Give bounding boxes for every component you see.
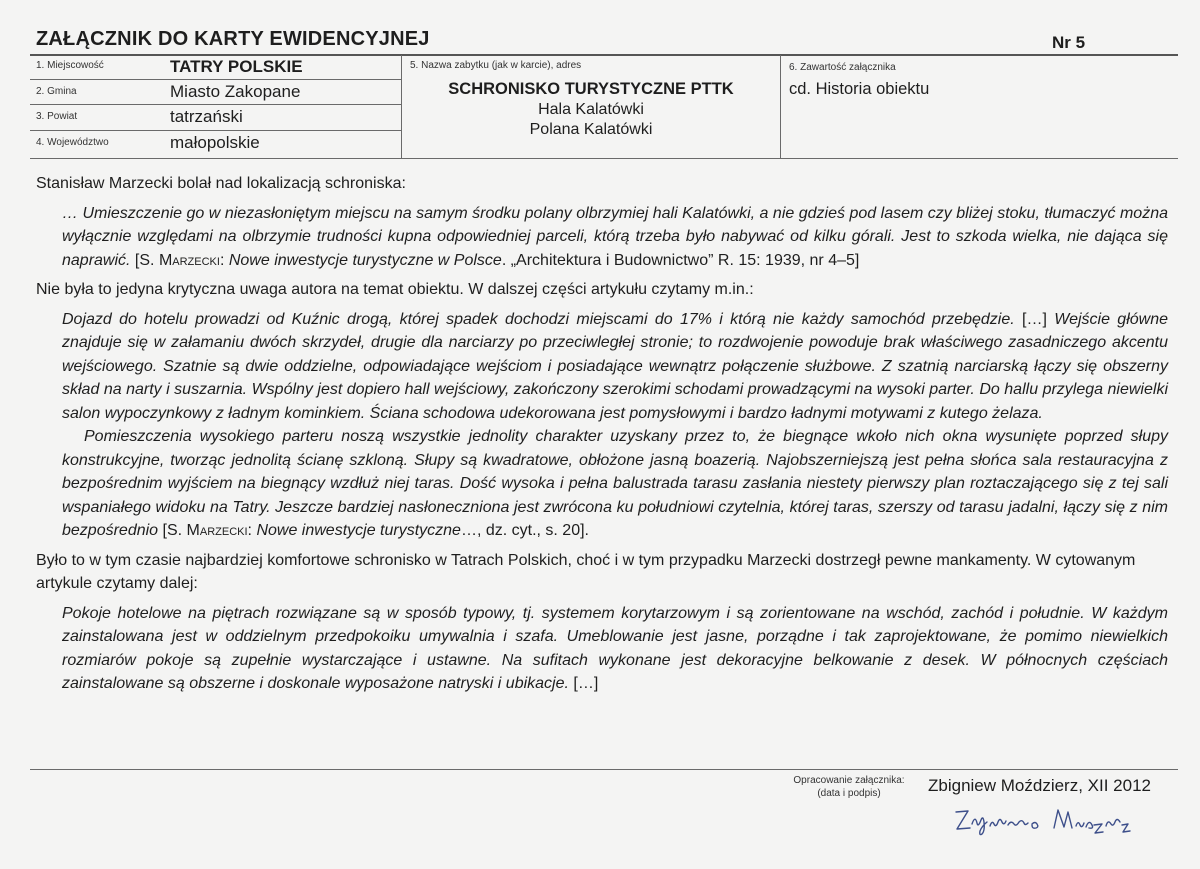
quote-1-ref-close: . „Architektura i Budownictwo” R. 15: 1939, nr 4–5]	[501, 251, 860, 269]
header-bottom-border	[30, 158, 1178, 159]
footer-label-line2: (data i podpis)	[817, 788, 881, 799]
quote-2-ellipsis: […]	[1014, 310, 1055, 328]
document-body	[36, 172, 1168, 696]
row-divider-1	[30, 79, 401, 80]
quote-4	[36, 602, 1168, 696]
quote-4-text: Pokoje hotelowe na piętrach rozwiązane są w sposób typowy, tj. systemem korytarzowym i są zorientowane na wschód, zachód i południe. W każdym zainstalowana jest w oddzielnym przedpokoiku umywalnia i szafa. Umeblowanie jest jasne, porządne i tak zaprojektowane, że pomimo niewielkich rozmiarów pokoje są zupełnie wystarczające i ustawne. Na sufitach wykonane jest dekoracyjne belkowanie z desek. W północnych częściach zainstalowane są obszerne i doskonale wyposażone natryski i ubikacje.	[62, 604, 1168, 692]
footer-label-line1: Opracowanie załącznika:	[793, 775, 905, 786]
attachment-number: Nr 5	[1052, 33, 1086, 52]
quote-3-ref-close: …, dz. cyt., s. 20].	[460, 522, 589, 539]
field-value-powiat: tatrzański	[170, 107, 243, 126]
address-line-2: Polana Kalatówki	[529, 121, 653, 138]
field-label-wojewodztwo: 4. Województwo	[36, 137, 109, 148]
quote-2-text-a: Dojazd do hotelu prowadzi od Kuźnic drogą, której spadek dochodzi miejscami do 17% i którą nie każdy samochód przebędzie.	[62, 310, 1015, 328]
field-label-gmina: 2. Gmina	[36, 86, 77, 97]
quote-1	[36, 202, 1168, 273]
field-label-zawartosc: 6. Zawartość załącznika	[789, 62, 896, 73]
quote-2	[36, 308, 1168, 426]
footer-label	[780, 774, 918, 800]
quote-3	[36, 425, 1168, 543]
column-divider-2	[780, 55, 781, 159]
footer-author-date: Zbigniew Moździerz, XII 2012	[928, 776, 1151, 795]
quote-4-ellipsis: […]	[568, 675, 599, 692]
quote-3-ref-title: Nowe inwestycje turystyczne	[256, 522, 461, 539]
document-title: ZAŁĄCZNIK DO KARTY EWIDENCYJNEJ	[36, 28, 430, 50]
row-divider-2	[30, 104, 401, 105]
footer-divider	[30, 769, 1178, 770]
row-divider-3	[30, 130, 401, 131]
field-value-miejscowosc: TATRY POLSKIE	[170, 57, 303, 76]
quote-1-ref-title: Nowe inwestycje turystyczne w Polsce	[228, 251, 502, 269]
header-top-border	[30, 54, 1178, 56]
field-value-gmina: Miasto Zakopane	[170, 82, 301, 101]
quote-1-ref-open: [S.	[130, 251, 159, 269]
address-line-1: Hala Kalatówki	[538, 101, 644, 118]
field-value-zawartosc: cd. Historia obiektu	[789, 80, 930, 98]
handwritten-signature	[952, 802, 1142, 838]
field-label-nazwa: 5. Nazwa zabytku (jak w karcie), adres	[410, 60, 582, 71]
field-value-wojewodztwo: małopolskie	[170, 133, 260, 152]
quote-1-ref-sep: :	[219, 251, 229, 269]
paragraph-3: Było to w tym czasie najbardziej komfortowe schronisko w Tatrach Polskich, choć i w tym przypadku Marzecki dostrzegł pewne mankamenty. W cytowanym artykule czytamy dalej:	[36, 551, 1136, 592]
quote-3-ref-author: Marzecki	[186, 522, 248, 539]
quote-1-text: … Umieszczenie go w niezasłoniętym miejscu na samym środku polany olbrzymiej hali Kalatówki, a nie gdzieś pod lasem czy bliżej stoku, tłumaczyć można wyłącznie względami na olbrzymie trudności kupna odpowiedniej parceli, którą trzeba było nabywać od kilku górali. Jest to szkoda wielka, nie dająca się naprawić.	[62, 204, 1168, 269]
field-label-powiat: 3. Powiat	[36, 111, 78, 122]
quote-3-text: Pomieszczenia wysokiego parteru noszą wszystkie jednolity charakter uzyskany przez to, że biegnące wkoło nich okna wysunięte poprzed słupy konstrukcyjne, tworząc jednolitą ścianę szkloną. Słupy są kwadratowe, obłożone jasną boazerią. Najobszerniejszą jest pełna słońca sala restauracyjna z bezpośrednim wyjściem na biegnący wzdłuż niej taras. Dość wysoka i pełna balustrada tarasu zasłania niestety pierwszy plan roztaczającego się z tej sali wspaniałego widoku na Tatry. Jeszcze bardziej nasłoneczniona jest zwrócona ku południowi czytelnia, której taras, szerszy od tarasu jadalni, łączy się z nim bezpośrednio	[62, 428, 1168, 539]
quote-3-ref-open: [S.	[158, 522, 187, 539]
quote-1-ref-author: Marzecki	[158, 251, 220, 269]
monument-name: SCHRONISKO TURYSTYCZNE PTTK	[448, 80, 734, 98]
quote-2-text-b: Wejście główne znajduje się w załamaniu dwóch skrzydeł, drugie dla narciarzy po przeciwległej stronie; to rozdwojenie powoduje brak właściwego zasadniczego akcentu wejściowego. Szatnie są dwie oddzielne, odpowiadające wejściom i posiadające wewnątrz połączenie służbowe. Z szatnią narciarską łączy się obszerny skład na narty i suszarnia. Wspólny jest dopiero hall wejściowy, zakończony szerokimi schodami prowadzącymi na wysoki parter. Do hallu przylega niewielki salon wypoczynkowy z ładnym kominkiem. Ściana schodowa udekorowana jest pomysłowymi i bardzo ładnymi motywami z kutego żelaza.	[62, 310, 1169, 422]
quote-3-ref-sep: :	[247, 522, 257, 539]
paragraph-intro: Stanisław Marzecki bolał nad lokalizacją schroniska:	[36, 175, 406, 192]
field-label-miejscowosc: 1. Miejscowość	[36, 60, 104, 71]
paragraph-2: Nie była to jedyna krytyczna uwaga autora na temat obiektu. W dalszej części artykułu czytamy m.in.:	[36, 281, 754, 298]
